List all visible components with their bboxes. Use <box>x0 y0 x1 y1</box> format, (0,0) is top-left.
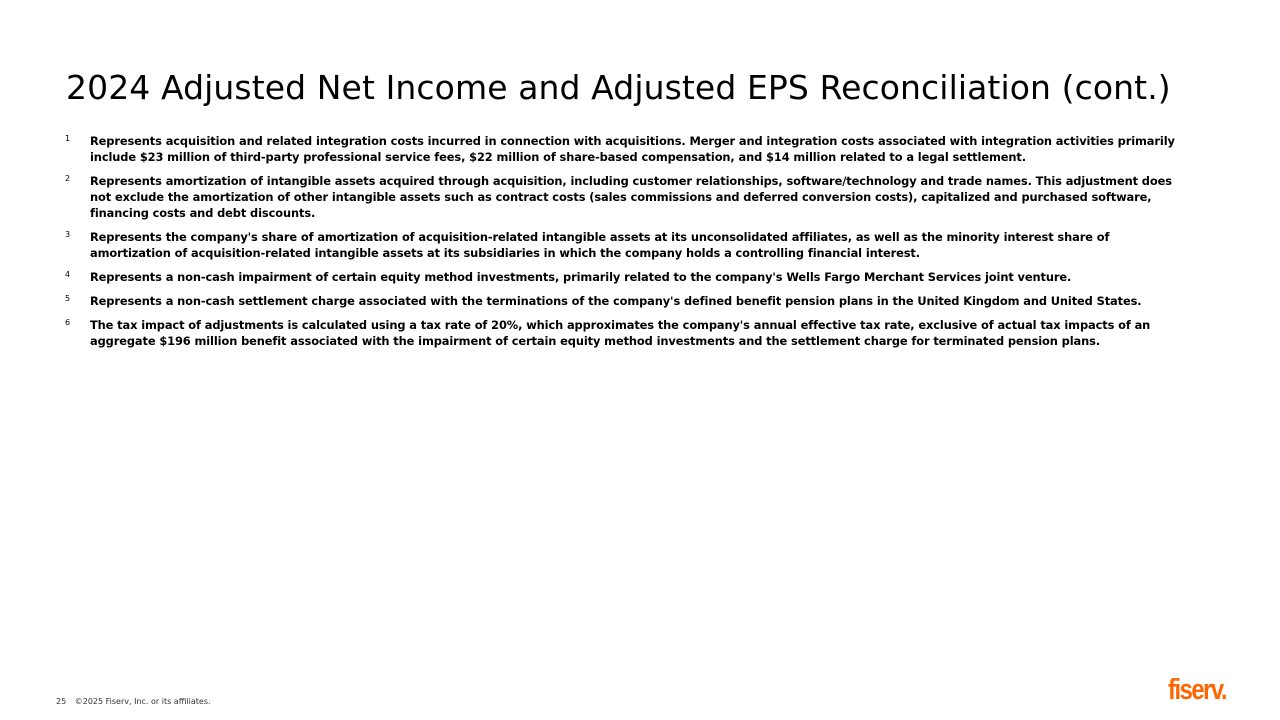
copyright-text: ©2025 Fiserv, Inc. or its affiliates. <box>74 697 211 706</box>
footnote-number: 3 <box>65 230 71 239</box>
footnote-text: The tax impact of adjustments is calculated using a tax rate of 20%, which approximates the company's annual effective tax rate, exclusive of actual tax impacts of an aggregate $196 million benefit associated with the impairment of certain equity method investments and the settlement charge for terminated pension plans. <box>90 318 1151 348</box>
footnote-text: Represents the company's share of amortization of acquisition-related intangible assets at its unconsolidated affiliates, as well as the minority interest share of amortization of acquisition-related intangible assets at its subsidiaries in which the company holds a controlling financial interest. <box>90 230 1110 260</box>
slide-footer <box>56 697 211 707</box>
fiserv-logo: fiserv. <box>1168 674 1226 706</box>
footnote-number: 5 <box>65 294 71 303</box>
footnote-text: Represents amortization of intangible assets acquired through acquisition, including customer relationships, software/technology and trade names. This adjustment does not exclude the amortization of other intangible assets such as contract costs (sales commissions and deferred conversion costs), capitalized and purchased software, financing costs and debt discounts. <box>90 174 1172 220</box>
footnote-text: Represents a non-cash settlement charge associated with the terminations of the company's defined benefit pension plans in the United Kingdom and United States. <box>90 294 1142 308</box>
footnote-number: 1 <box>65 134 71 143</box>
footnote-item <box>65 317 1180 349</box>
footnote-item <box>65 133 1180 165</box>
footnote-item <box>65 269 1180 285</box>
footnote-item <box>65 293 1180 309</box>
page-number: 25 <box>56 697 67 706</box>
slide-title: 2024 Adjusted Net Income and Adjusted EPS Reconciliation (cont.) <box>66 68 1171 107</box>
footnote-number: 2 <box>65 174 71 183</box>
footnote-number: 6 <box>65 318 71 327</box>
footnote-text: Represents acquisition and related integration costs incurred in connection with acquisitions. Merger and integration costs associated with integration activities primarily include $23 million of third-party professional service fees, $22 million of share-based compensation, and $14 million related to a legal settlement. <box>90 134 1175 164</box>
footnote-number: 4 <box>65 270 71 279</box>
footnote-item <box>65 173 1180 221</box>
footnotes-list <box>65 133 1180 357</box>
footnote-item <box>65 229 1180 261</box>
footnote-text: Represents a non-cash impairment of certain equity method investments, primarily related to the company's Wells Fargo Merchant Services joint venture. <box>90 270 1072 284</box>
